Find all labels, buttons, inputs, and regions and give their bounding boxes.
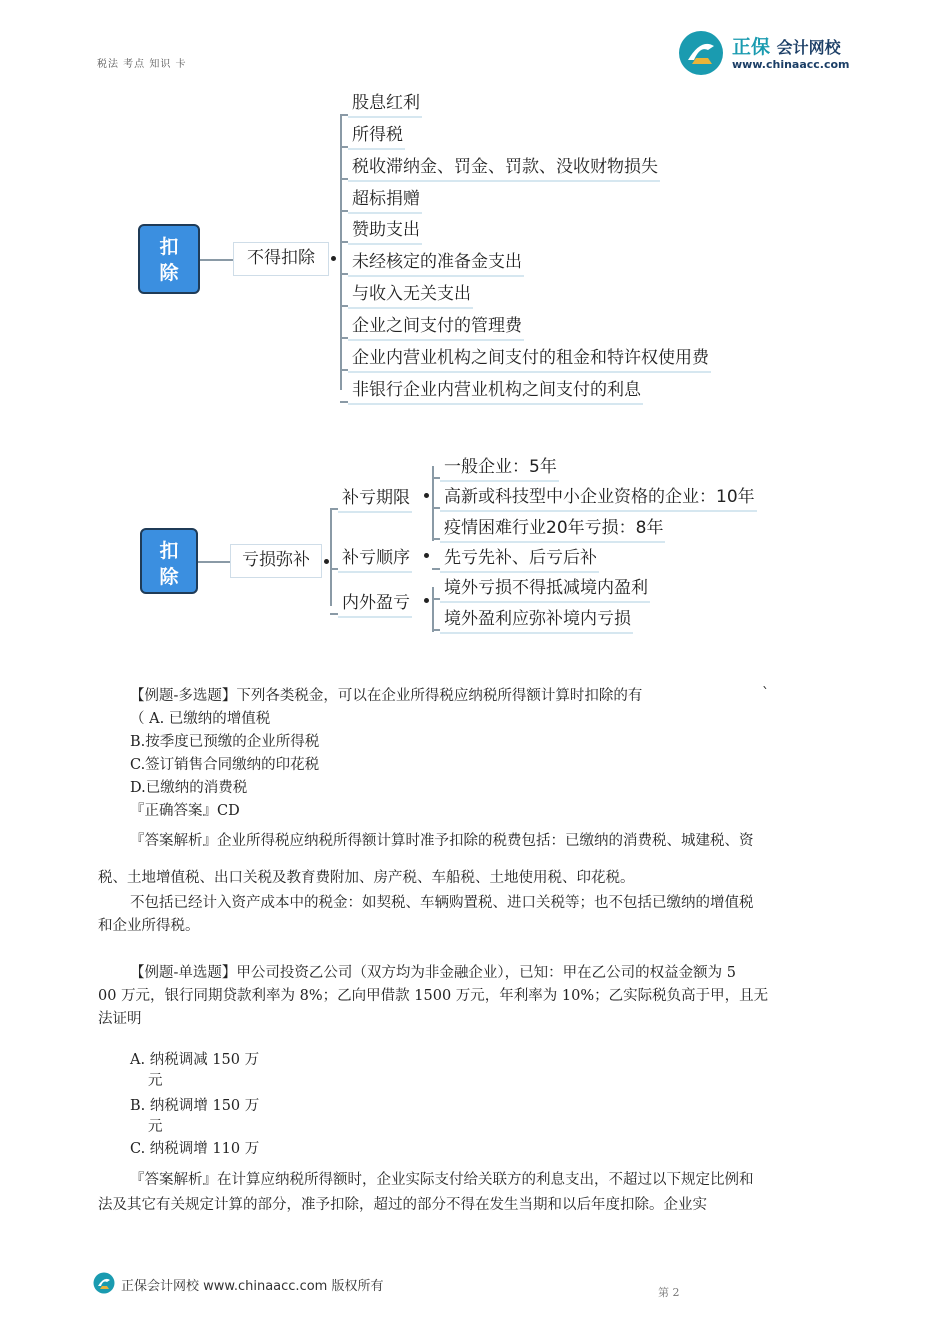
example1-analysis-cut: 『答案解析』企业所得税应纳税所得额计算时准予扣除的税费包括：已缴纳的消费税、城建税、资 — [130, 833, 754, 849]
logo-mark-icon — [678, 30, 724, 76]
mindmap2-item: 一般企业：5年 — [440, 452, 559, 482]
mindmap2-item: 先亏先补、后亏后补 — [440, 543, 599, 573]
logo-url: www.chinaacc.com — [732, 58, 850, 71]
example2-option-c-text: 纳税调增 110 万 — [149, 1141, 260, 1157]
example2-analysis-cut2-wrap — [98, 1197, 850, 1214]
mindmap2-item-connector — [432, 507, 440, 509]
mindmap2-item-connector — [432, 538, 440, 540]
mindmap1-connector-root — [200, 259, 233, 261]
mindmap2-group-spine — [432, 587, 434, 632]
example1-analysis-line3: 不包括已经计入资产成本中的税金：如契税、车辆购置税、进口关税等；也不包括已缴纳的增值税 — [130, 895, 754, 911]
mindmap2-group-label: 补亏顺序 — [338, 543, 412, 573]
mindmap1-leaf: 税收滞纳金、罚金、罚款、没收财物损失 — [348, 152, 660, 182]
example2-analysis-cut2: 法及其它有关规定计算的部分，准予扣除，超过的部分不得在发生当期和以后年度扣除。企业实 — [98, 1197, 707, 1213]
mindmap1-leaf-connector — [340, 210, 348, 212]
mindmap2-branch-dot — [324, 559, 329, 564]
example1-paren: （ — [130, 711, 145, 727]
mindmap2-item: 高新或科技型中小企业资格的企业：10年 — [440, 482, 757, 512]
mindmap1-leaf: 与收入无关支出 — [348, 279, 473, 309]
mindmap2-group-label: 内外盈亏 — [338, 588, 412, 618]
header-top-left-text: 税法 考点 知识 卡 — [97, 59, 187, 70]
mindmap1-spine — [340, 116, 342, 390]
mindmap1-branch: 不得扣除 — [233, 242, 329, 276]
example1-option-a — [130, 708, 270, 731]
example1-tag: 【例题-多选题】 — [130, 688, 237, 704]
example2-analysis-cut1: 『答案解析』在计算应纳税所得额时，企业实际支付给关联方的利息支出，不超过以下规定比例和 — [130, 1172, 754, 1188]
logo-brand-text — [732, 32, 841, 59]
mindmap2-item-connector — [432, 629, 440, 631]
example2-option-a-text: 纳税调减 150 万 — [149, 1052, 260, 1068]
example2-option-b-text: 纳税调增 150 万 — [149, 1098, 260, 1114]
mindmap1-leaf: 赞助支出 — [348, 215, 422, 245]
mindmap2-group-dot — [424, 553, 429, 558]
example1-option-c: C.签订销售合同缴纳的印花税 — [130, 757, 320, 773]
example1-stem-text: 下列各类税金，可以在企业所得税应纳税所得额计算时扣除的有 — [236, 688, 643, 704]
example2-stem-line2: 00 万元，银行同期贷款利率为 8%；乙向甲借款 1500 万元，年利率为 10%；乙实际税负高于甲，且无 — [98, 988, 769, 1004]
mindmap2-item: 疫情困难行业20年亏损：8年 — [440, 513, 665, 543]
mindmap1-leaf: 超标捐赠 — [348, 184, 422, 214]
example2-option-a-line2: 元 — [148, 1073, 163, 1089]
example1-analysis-line4: 和企业所得税。 — [98, 918, 200, 934]
logo-brand-sub: 会计网校 — [776, 38, 841, 57]
brand-logo — [678, 28, 868, 78]
mindmap1-leaf-connector — [340, 369, 348, 371]
mindmap2-item: 境外亏损不得抵减境内盈利 — [440, 573, 650, 603]
example2-tag: 【例题-单选题】 — [130, 965, 237, 981]
mindmap2-group-dot — [424, 493, 429, 498]
example2-option-c-letter: C. — [130, 1141, 146, 1157]
mindmap2-item-connector — [432, 568, 440, 570]
page-number: 第 2 — [658, 1286, 680, 1299]
mindmap2-item-connector — [432, 477, 440, 479]
example2-option-b — [130, 1095, 259, 1118]
example1-option-d: D.已缴纳的消费税 — [130, 780, 248, 796]
example1-option-b: B.按季度已预缴的企业所得税 — [130, 734, 320, 750]
mindmap1-leaf-connector — [340, 337, 348, 339]
example1-analysis-line2: 税、土地增值税、出口关税及教育费附加、房产税、车船税、土地使用税、印花税。 — [98, 870, 635, 886]
mindmap1-leaf-connector — [340, 114, 348, 116]
mindmap2-group-label: 补亏期限 — [338, 483, 412, 513]
example2-option-a-letter: A. — [130, 1052, 146, 1068]
example2-analysis-cut1-wrap — [130, 1172, 850, 1189]
mindmap2-spine — [330, 508, 332, 606]
footer-text: 正保会计网校 www.chinaacc.com 版权所有 — [121, 1279, 384, 1294]
logo-brand-main: 正保 — [732, 36, 771, 58]
mindmap2-connector-root — [198, 561, 230, 563]
mindmap1-leaf: 企业之间支付的管理费 — [348, 311, 524, 341]
example1-analysis-cut-wrap — [130, 833, 850, 850]
example2-option-b-letter: B. — [130, 1098, 146, 1114]
mindmap1-leaf-connector — [340, 241, 348, 243]
example2-option-b-line2: 元 — [148, 1119, 163, 1135]
mindmap1-leaf: 非银行企业内营业机构之间支付的利息 — [348, 375, 643, 405]
mindmap2-group-connector — [330, 568, 338, 570]
mindmap1-leaf: 未经核定的准备金支出 — [348, 247, 524, 277]
mindmap2-group-dot — [424, 598, 429, 603]
mindmap2-root — [140, 528, 198, 594]
mindmap2-group-connector — [330, 508, 338, 510]
mindmap1-root — [138, 224, 200, 294]
example1-stem — [130, 685, 642, 708]
mindmap2-item: 境外盈利应弥补境内亏损 — [440, 604, 633, 634]
example1-option-a-text: A. 已缴纳的增值税 — [149, 711, 271, 727]
mindmap1-leaf-connector — [340, 146, 348, 148]
mindmap2-item-connector — [432, 598, 440, 600]
mindmap1-leaf: 企业内营业机构之间支付的租金和特许权使用费 — [348, 343, 711, 373]
mindmap2-root-label: 扣除 — [159, 540, 179, 588]
mindmap1-leaf: 所得税 — [348, 120, 405, 150]
mindmap1-leaf-connector — [340, 401, 348, 403]
example2-stem-line1 — [130, 962, 736, 985]
example1-answer: 『正确答案』CD — [130, 803, 240, 819]
example2-stem-text: 甲公司投资乙公司（双方均为非金融企业），已知：甲在乙公司的权益金额为 5 — [236, 965, 736, 981]
footer-logo-icon — [93, 1272, 115, 1294]
mindmap2-group-connector — [330, 613, 338, 615]
example2-option-a — [130, 1049, 259, 1072]
mindmap1-root-label: 扣除 — [159, 236, 179, 284]
example2-option-c — [130, 1138, 259, 1161]
mindmap1-branch-dot — [331, 256, 336, 261]
mindmap1-leaf-connector — [340, 178, 348, 180]
mindmap2-branch: 亏损弥补 — [230, 544, 322, 578]
mindmap1-leaf: 股息红利 — [348, 88, 422, 118]
example1-stem-tail: ` — [762, 686, 770, 702]
mindmap1-leaf-connector — [340, 273, 348, 275]
mindmap1-leaf-connector — [340, 305, 348, 307]
example2-stem-line3: 法证明 — [98, 1011, 142, 1027]
